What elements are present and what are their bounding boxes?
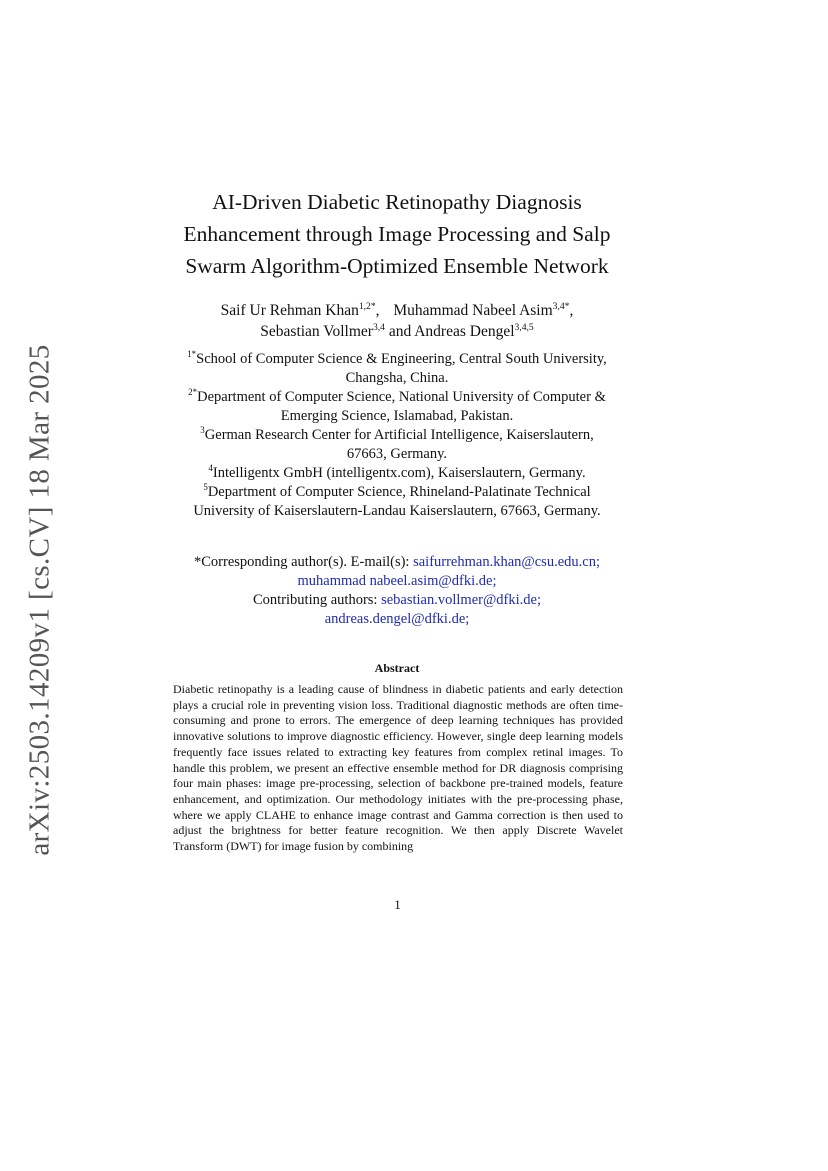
author-name: Sebastian Vollmer [260,323,373,340]
affiliation-text: University of Kaiserslautern-Landau Kaiserslautern, 67663, Germany. [193,503,601,519]
author-name: Andreas Dengel [414,323,515,340]
affiliation-sup: 2* [188,387,198,398]
affiliation [140,388,654,426]
affiliation-sup: 1* [187,349,197,360]
page-number: 1 [394,897,401,912]
affiliation [140,426,654,464]
title-line: Enhancement through Image Processing and Salp [183,222,611,246]
author-name: Muhammad Nabeel Asim [393,302,553,319]
contributing-label: Contributing authors: [252,592,378,608]
author-affil-sup: 3,4* [552,300,570,312]
affiliation-text: School of Computer Science & Engineering, Central South University, [196,351,607,367]
contact-block [140,553,654,629]
author-affil-sup: 1,2* [358,300,376,312]
author-list: Saif Ur Rehman Khan$^{1,2*}$, Muhammad Nabeel Asim$^{3,4*}$, Sebastian Vollmer$^{3,4}$ and Andreas Dengel$^{3,4,5}$ [220,300,574,340]
title-line: Swarm Algorithm-Optimized Ensemble Network [185,254,609,278]
paper-title [140,186,654,282]
author-affil-sup: 3,4 [372,321,385,333]
author-affil-sup: 3,4,5 [514,321,534,333]
affiliation-sup: 3 [200,425,205,436]
author-name: Saif Ur Rehman Khan [220,302,359,319]
affiliation-text: German Research Center for Artificial Intelligence, Kaiserslautern, [204,427,594,443]
email-link[interactable]: sebastian.vollmer@dfki.de; [381,592,542,608]
abstract-text: Diabetic retinopathy is a leading cause of blindness in diabetic patients and early detection plays a crucial role in preventing vision loss. Traditional diagnostic methods are often time-consuming and prone to errors. The emergence of deep learning techniques has provided innovative solutions to improve diagnostic efficiency. However, single deep learning models frequently face issues related to extracting key features from complex retinal images. To handle this problem, we present an effective ensemble method for DR diagnosis comprising four main phases: image pre-processing, selection of backbone pre-trained models, feature enhancement, and optimization. Our methodology initiates with the pre-processing phase, where we apply CLAHE to enhance image contrast and Gamma correction is then used to adjust the brightness for better feature recognition. We then apply Discrete Wavelet Transform (DWT) for image fusion by combining [173,682,623,854]
affiliation [140,350,654,388]
affiliation-text: Changsha, China. [345,370,449,386]
affiliation-text: Emerging Science, Islamabad, Pakistan. [280,408,514,424]
arxiv-identifier: arXiv:2503.14209v1 [cs.CV] 18 Mar 2025 [23,344,56,856]
affiliation-text: Intelligentx GmbH (intelligentx.com), Kaiserslautern, Germany. [212,465,586,481]
affiliation [140,483,654,521]
affiliation-sup: 5 [203,482,208,493]
corresponding-label: *Corresponding author(s). E-mail(s): [194,554,410,570]
email-link[interactable]: andreas.dengel@dfki.de; [324,611,470,627]
affiliation-sup: 4 [208,463,213,474]
title-line: AI-Driven Diabetic Retinopathy Diagnosis [212,190,582,214]
email-link[interactable]: saifurrehman.khan@csu.edu.cn; [413,554,600,570]
affiliation-text: Department of Computer Science, Rhineland-Palatinate Technical [207,484,591,500]
abstract-heading: Abstract [374,661,420,675]
affiliation-list [140,350,654,521]
affiliation [140,464,654,483]
email-link[interactable]: muhammad nabeel.asim@dfki.de; [297,573,497,589]
author-conjunction: and [388,323,412,340]
affiliation-text: 67663, Germany. [346,446,448,462]
affiliation-text: Department of Computer Science, National University of Computer & [197,389,606,405]
